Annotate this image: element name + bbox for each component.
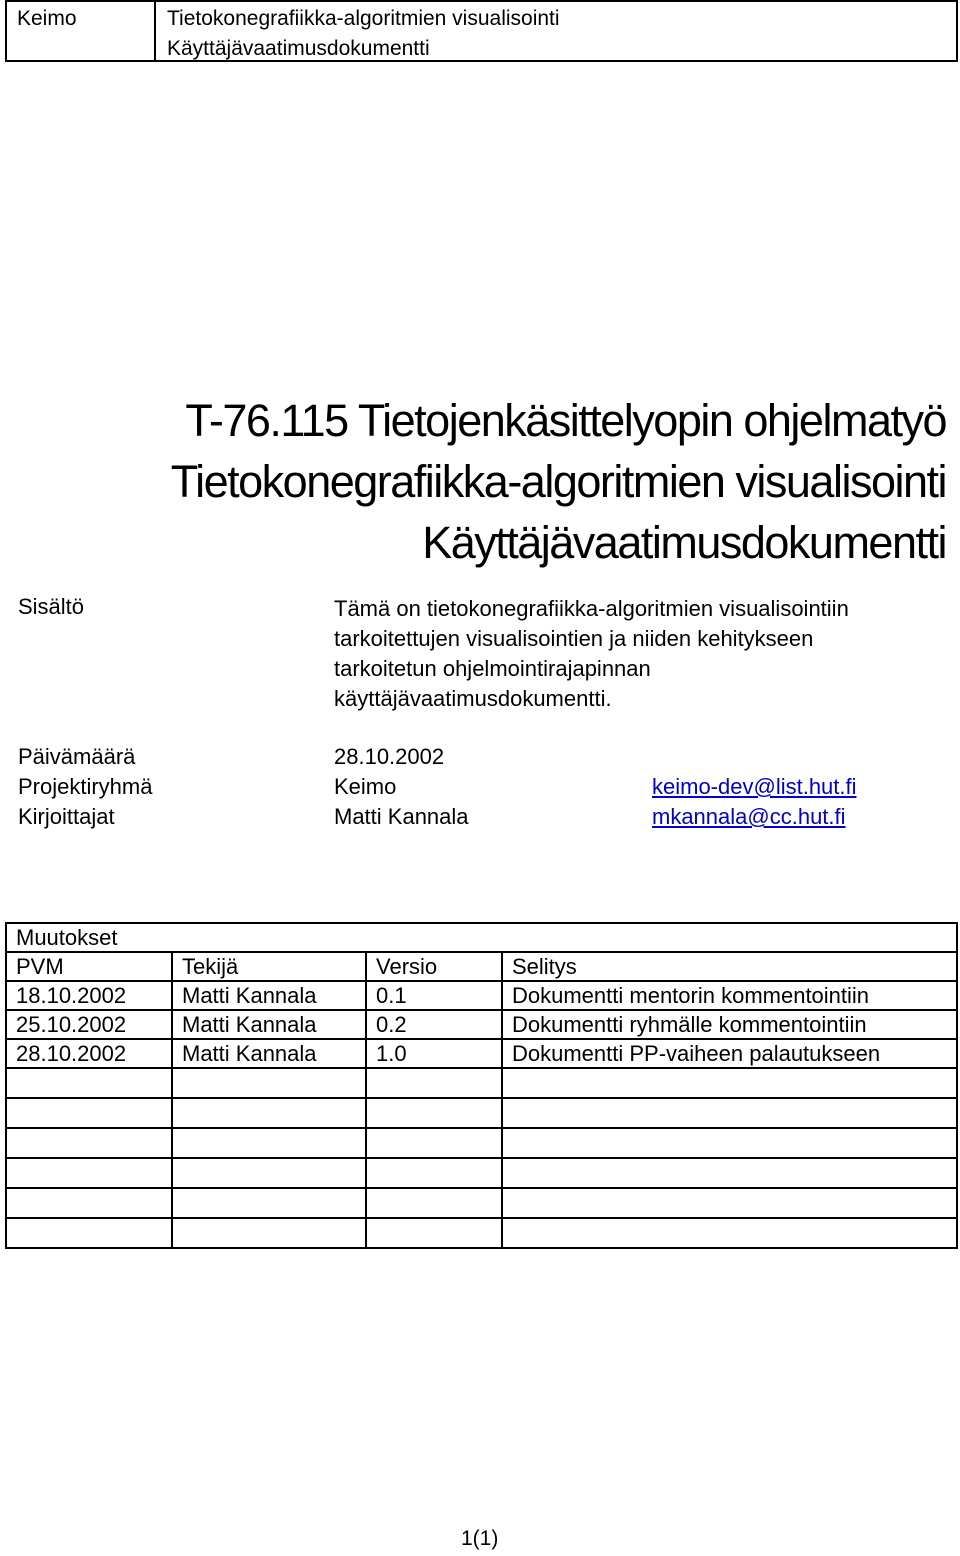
date-label: Päivämäärä (18, 744, 136, 769)
author-name: Matti Kannala (334, 804, 469, 829)
table-cell: 18.10.2002 (6, 981, 172, 1010)
content-label: Sisältö (18, 594, 85, 619)
empty-row (6, 1158, 957, 1188)
column-header: PVM (6, 952, 172, 981)
header-project-title: Tietokonegrafiikka-algoritmien visualisointi (167, 7, 560, 30)
column-header: Tekijä (172, 952, 366, 981)
table-cell: Dokumentti mentorin kommentointiin (502, 981, 957, 1010)
changes-title: Muutokset (6, 923, 957, 952)
column-header: Selitys (502, 952, 957, 981)
page-header (5, 0, 958, 62)
table-row (6, 1039, 957, 1068)
date-value: 28.10.2002 (334, 744, 445, 769)
table-cell: Dokumentti PP-vaiheen palautukseen (502, 1039, 957, 1068)
table-cell: Dokumentti ryhmälle kommentointiin (502, 1010, 957, 1039)
content-line: tarkoitettujen visualisointien ja niiden kehitykseen (334, 626, 814, 651)
content-line: tarkoitetun ohjelmointirajapinnan (334, 656, 651, 681)
table-cell: 25.10.2002 (6, 1010, 172, 1039)
content-description (334, 594, 954, 714)
group-email-link[interactable]: keimo-dev@list.hut.fi (652, 774, 857, 799)
header-divider (154, 2, 156, 60)
table-cell: 1.0 (366, 1039, 502, 1068)
content-line: käyttäjävaatimusdokumentti. (334, 686, 612, 711)
project-title: Tietokonegrafiikka-algoritmien visualisointi (170, 456, 946, 507)
course-title: T-76.115 Tietojenkäsittelyopin ohjelmatyö (185, 395, 946, 446)
table-row (6, 1010, 957, 1039)
table-cell: 0.2 (366, 1010, 502, 1039)
table-cell: Matti Kannala (172, 1010, 366, 1039)
author-email-link[interactable]: mkannala@cc.hut.fi (652, 804, 846, 829)
empty-row (6, 1188, 957, 1218)
empty-row (6, 1098, 957, 1128)
header-org: Keimo (17, 7, 77, 30)
empty-row (6, 1218, 957, 1248)
content-line: Tämä on tietokonegrafiikka-algoritmien visualisointiin (334, 596, 849, 621)
column-header: Versio (366, 952, 502, 981)
group-label: Projektiryhmä (18, 774, 153, 799)
header-document-title: Käyttäjävaatimusdokumentti (167, 37, 430, 60)
table-cell: Matti Kannala (172, 981, 366, 1010)
table-cell: 28.10.2002 (6, 1039, 172, 1068)
empty-row (6, 1068, 957, 1098)
empty-row (6, 1128, 957, 1158)
table-cell: 0.1 (366, 981, 502, 1010)
document-title: Käyttäjävaatimusdokumentti (422, 517, 946, 568)
changes-header-row (6, 952, 957, 981)
changes-table (5, 922, 958, 1249)
page-number: 1(1) (461, 1527, 499, 1550)
authors-label: Kirjoittajat (18, 804, 115, 829)
table-cell: Matti Kannala (172, 1039, 366, 1068)
group-name: Keimo (334, 774, 397, 799)
table-row (6, 981, 957, 1010)
